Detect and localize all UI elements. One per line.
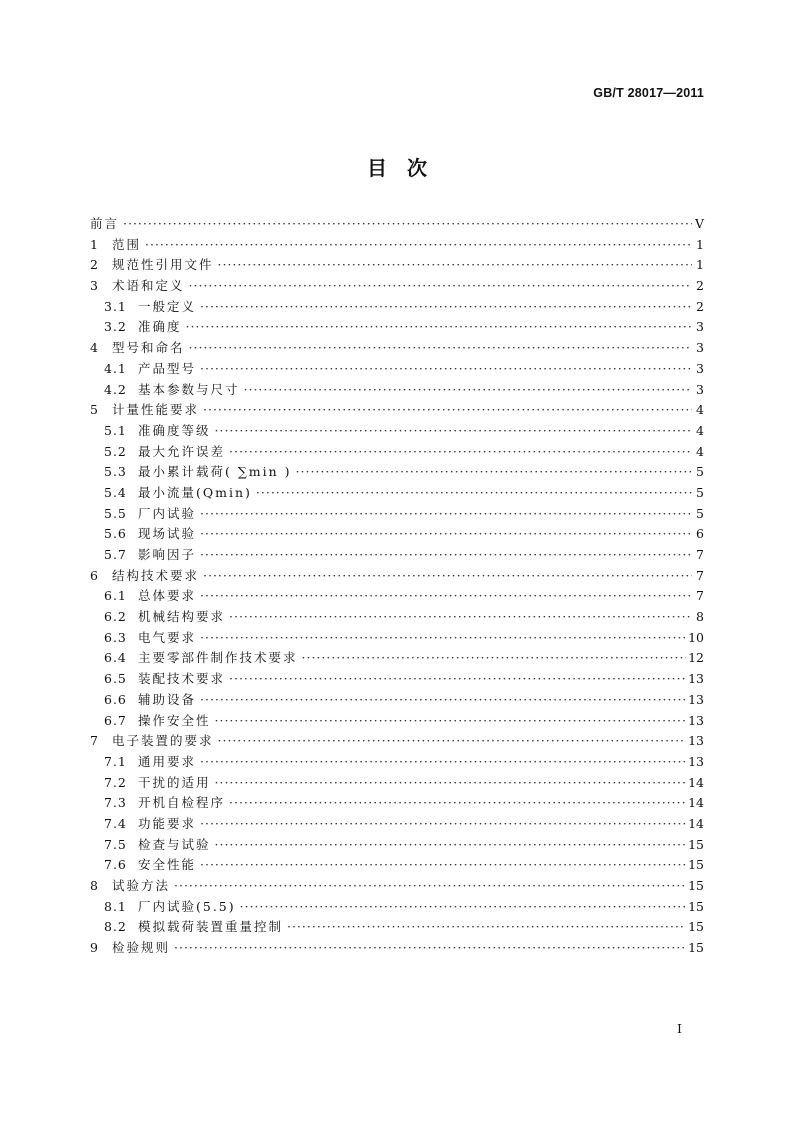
toc-leader-dots — [229, 671, 686, 686]
toc-entry-page: 13 — [688, 753, 704, 769]
toc-entry-number: 5.4 — [104, 484, 127, 500]
toc-leader-dots — [218, 733, 687, 748]
toc-entry-page: 13 — [688, 691, 704, 707]
toc-leader-dots — [186, 319, 692, 334]
toc-entry[interactable] — [90, 214, 704, 235]
page-number: I — [677, 1021, 682, 1036]
toc-entry-page: 7 — [696, 547, 704, 562]
toc-leader-dots — [174, 940, 686, 955]
toc-entry-page: 15 — [688, 898, 704, 914]
toc-entry[interactable] — [90, 442, 704, 463]
toc-leader-dots — [200, 630, 686, 645]
toc-entry-page: 3 — [696, 319, 704, 335]
toc-entry-page: 10 — [688, 629, 704, 645]
toc-entry-number: 7.3 — [104, 795, 127, 811]
toc-entry[interactable] — [90, 855, 704, 876]
toc-entry-number: 6.2 — [104, 609, 127, 625]
toc-leader-dots — [174, 878, 686, 893]
toc-entry-page: 12 — [688, 650, 704, 666]
toc-entry-number: 6.3 — [104, 629, 127, 645]
toc-entry-number: 4.1 — [104, 360, 127, 376]
toc-leader-dots — [296, 464, 692, 479]
toc-entry-number: 5.7 — [104, 547, 127, 562]
toc-leader-dots — [215, 423, 692, 438]
toc-entry-number: 8.1 — [104, 898, 127, 914]
toc-entry-label: 机械结构要求 — [138, 609, 226, 625]
toc-entry-page: 15 — [688, 836, 704, 852]
toc-entry-label: 范围 — [112, 236, 142, 252]
toc-entry-page: 14 — [688, 815, 704, 831]
toc-entry-label: 基本参数与尺寸 — [138, 381, 240, 397]
toc-entry-page: 2 — [696, 278, 704, 294]
toc-leader-dots — [203, 568, 692, 583]
toc-entry-number: 5 — [90, 402, 98, 418]
toc-leader-dots — [200, 299, 692, 314]
toc-entry[interactable] — [90, 545, 704, 566]
toc-entry-number: 7.6 — [104, 857, 127, 873]
toc-entry-number: 6.4 — [104, 650, 127, 666]
toc-entry[interactable] — [90, 338, 704, 359]
toc-leader-dots — [229, 609, 692, 624]
toc-entry-number: 5.6 — [104, 526, 127, 542]
toc-entry[interactable] — [90, 773, 704, 794]
toc-entry-number: 4.2 — [104, 381, 127, 397]
toc-entry-number: 3 — [90, 278, 98, 294]
toc-entry-label: 开机自检程序 — [138, 795, 226, 811]
toc-entry-label: 装配技术要求 — [138, 671, 226, 687]
toc-entry[interactable] — [90, 255, 704, 276]
toc-entry-page: 8 — [696, 609, 704, 625]
table-of-contents — [90, 214, 704, 959]
toc-entry-number: 7.4 — [104, 815, 127, 831]
toc-entry-page: 5 — [696, 484, 704, 500]
toc-entry-number: 6.5 — [104, 671, 127, 687]
toc-entry-page: 5 — [696, 464, 704, 480]
toc-entry[interactable] — [90, 317, 704, 338]
toc-entry-number: 7 — [90, 733, 98, 749]
toc-entry-page: 13 — [688, 671, 704, 687]
toc-entry[interactable] — [90, 359, 704, 380]
toc-entry-number: 6.6 — [104, 691, 127, 707]
toc-entry-number: 8 — [90, 878, 98, 893]
toc-leader-dots — [145, 237, 692, 252]
toc-entry[interactable] — [90, 400, 704, 421]
toc-entry-page: 2 — [696, 298, 704, 314]
toc-entry-page: 3 — [696, 340, 704, 356]
toc-entry-label: 操作安全性 — [138, 712, 211, 728]
toc-entry[interactable] — [90, 628, 704, 649]
toc-entry-page: 4 — [696, 443, 704, 459]
toc-entry-number: 5.5 — [104, 505, 127, 521]
toc-entry[interactable] — [90, 835, 704, 856]
toc-entry-label: 最小累计载荷( ∑min ) — [138, 464, 292, 480]
toc-entry-number: 5.3 — [104, 464, 127, 480]
toc-entry-number: 6.7 — [104, 712, 127, 728]
toc-entry-page: 7 — [696, 567, 704, 583]
toc-leader-dots — [200, 588, 692, 603]
toc-entry[interactable] — [90, 876, 704, 897]
toc-leader-dots — [200, 816, 686, 831]
toc-entry-label: 一般定义 — [138, 298, 197, 314]
toc-leader-dots — [189, 340, 692, 355]
toc-entry[interactable] — [90, 814, 704, 835]
toc-entry-label: 厂内试验(5.5) — [138, 898, 236, 914]
toc-entry-page: 6 — [696, 526, 704, 542]
toc-entry-label: 安全性能 — [138, 857, 197, 873]
toc-leader-dots — [203, 402, 692, 417]
toc-leader-dots — [200, 506, 692, 521]
toc-entry[interactable] — [90, 504, 704, 525]
toc-entry-label: 功能要求 — [138, 815, 197, 831]
toc-entry-label: 试验方法 — [112, 878, 171, 893]
toc-leader-dots — [200, 754, 686, 769]
toc-entry-page: 5 — [696, 505, 704, 521]
toc-entry-page: 4 — [696, 402, 704, 418]
toc-leader-dots — [229, 795, 686, 810]
toc-entry-label: 辅助设备 — [138, 691, 197, 707]
toc-leader-dots — [123, 216, 692, 231]
toc-entry-label: 结构技术要求 — [112, 567, 200, 583]
toc-entry-page: 4 — [696, 422, 704, 438]
toc-leader-dots — [200, 692, 686, 707]
toc-leader-dots — [215, 713, 687, 728]
toc-entry-page: 14 — [688, 774, 704, 790]
toc-entry-label: 型号和命名 — [112, 340, 185, 356]
toc-entry-label: 最大允许误差 — [138, 443, 226, 459]
toc-entry[interactable] — [90, 897, 704, 918]
toc-entry[interactable] — [90, 690, 704, 711]
toc-entry-number: 1 — [90, 236, 98, 252]
toc-entry-label: 术语和定义 — [112, 278, 185, 294]
toc-leader-dots — [244, 382, 692, 397]
toc-entry-number: 8.2 — [104, 919, 127, 935]
toc-leader-dots — [240, 899, 686, 914]
toc-entry[interactable] — [90, 483, 704, 504]
toc-entry[interactable] — [90, 380, 704, 401]
toc-leader-dots — [287, 919, 686, 934]
toc-entry[interactable] — [90, 566, 704, 587]
toc-entry-label: 主要零部件制作技术要求 — [138, 650, 298, 666]
toc-entry-label: 电子装置的要求 — [112, 733, 214, 749]
toc-entry-number: 5.1 — [104, 422, 127, 438]
toc-entry-label: 干扰的适用 — [138, 774, 211, 790]
toc-leader-dots — [215, 837, 687, 852]
toc-entry-label: 影响因子 — [138, 547, 197, 562]
toc-entry[interactable] — [90, 938, 704, 959]
toc-entry-label: 模拟载荷装置重量控制 — [138, 919, 284, 935]
toc-entry[interactable] — [90, 607, 704, 628]
toc-entry-label: 计量性能要求 — [112, 402, 200, 418]
toc-entry-label: 产品型号 — [138, 360, 197, 376]
toc-entry-label: 检验规则 — [112, 940, 171, 956]
toc-entry-number: 2 — [90, 257, 98, 273]
toc-entry-number: 6 — [90, 567, 98, 583]
toc-entry[interactable] — [90, 462, 704, 483]
toc-leader-dots — [215, 775, 687, 790]
toc-entry-number: 3.1 — [104, 298, 127, 314]
toc-entry-number: 3.2 — [104, 319, 127, 335]
toc-entry-page: 3 — [696, 381, 704, 397]
toc-leader-dots — [218, 257, 692, 272]
toc-entry-page: V — [694, 216, 704, 231]
toc-entry[interactable] — [90, 297, 704, 318]
toc-entry-page: 3 — [696, 360, 704, 376]
toc-entry-page: 15 — [688, 878, 704, 893]
toc-entry-page: 13 — [688, 733, 704, 749]
toc-entry[interactable] — [90, 276, 704, 297]
toc-entry[interactable] — [90, 711, 704, 732]
toc-leader-dots — [256, 485, 692, 500]
standard-code: GB/T 28017—2011 — [593, 86, 704, 100]
toc-entry-number: 7.5 — [104, 836, 127, 852]
toc-entry-label: 最小流量(Qmin) — [138, 484, 252, 500]
toc-entry-label: 厂内试验 — [138, 505, 197, 521]
toc-entry-number: 5.2 — [104, 443, 127, 459]
toc-entry[interactable] — [90, 586, 704, 607]
toc-entry-label: 准确度等级 — [138, 422, 211, 438]
toc-entry[interactable] — [90, 524, 704, 545]
toc-entry[interactable] — [90, 669, 704, 690]
toc-entry-label: 总体要求 — [138, 588, 197, 604]
toc-entry-label: 检查与试验 — [138, 836, 211, 852]
toc-leader-dots — [302, 650, 687, 665]
toc-entry-label: 准确度 — [138, 319, 182, 335]
toc-leader-dots — [200, 526, 692, 541]
toc-entry-number: 4 — [90, 340, 98, 356]
toc-entry-page: 7 — [696, 588, 704, 604]
toc-entry-label: 前言 — [90, 216, 120, 231]
toc-entry-page: 1 — [696, 257, 704, 273]
toc-entry[interactable] — [90, 421, 704, 442]
toc-entry-page: 14 — [688, 795, 704, 811]
toc-entry-label: 电气要求 — [138, 629, 197, 645]
toc-leader-dots — [200, 857, 686, 872]
toc-entry-number: 9 — [90, 940, 98, 956]
toc-entry-page: 15 — [688, 857, 704, 873]
toc-entry[interactable] — [90, 235, 704, 256]
toc-entry-number: 7.1 — [104, 753, 127, 769]
toc-entry[interactable] — [90, 731, 704, 752]
toc-entry-page: 15 — [688, 919, 704, 935]
toc-leader-dots — [189, 278, 692, 293]
toc-entry[interactable] — [90, 752, 704, 773]
toc-leader-dots — [229, 444, 692, 459]
toc-leader-dots — [200, 361, 692, 376]
toc-entry-number: 7.2 — [104, 774, 127, 790]
toc-entry-page: 13 — [688, 712, 704, 728]
page-title: 目 次 — [367, 156, 427, 180]
toc-entry-label: 通用要求 — [138, 753, 197, 769]
toc-entry[interactable] — [90, 917, 704, 938]
toc-entry-page: 15 — [688, 940, 704, 956]
toc-entry-label: 规范性引用文件 — [112, 257, 214, 273]
toc-entry-page: 1 — [696, 236, 704, 252]
toc-entry-label: 现场试验 — [138, 526, 197, 542]
toc-entry[interactable] — [90, 793, 704, 814]
toc-entry[interactable] — [90, 648, 704, 669]
toc-entry-number: 6.1 — [104, 588, 127, 604]
toc-leader-dots — [200, 547, 692, 562]
